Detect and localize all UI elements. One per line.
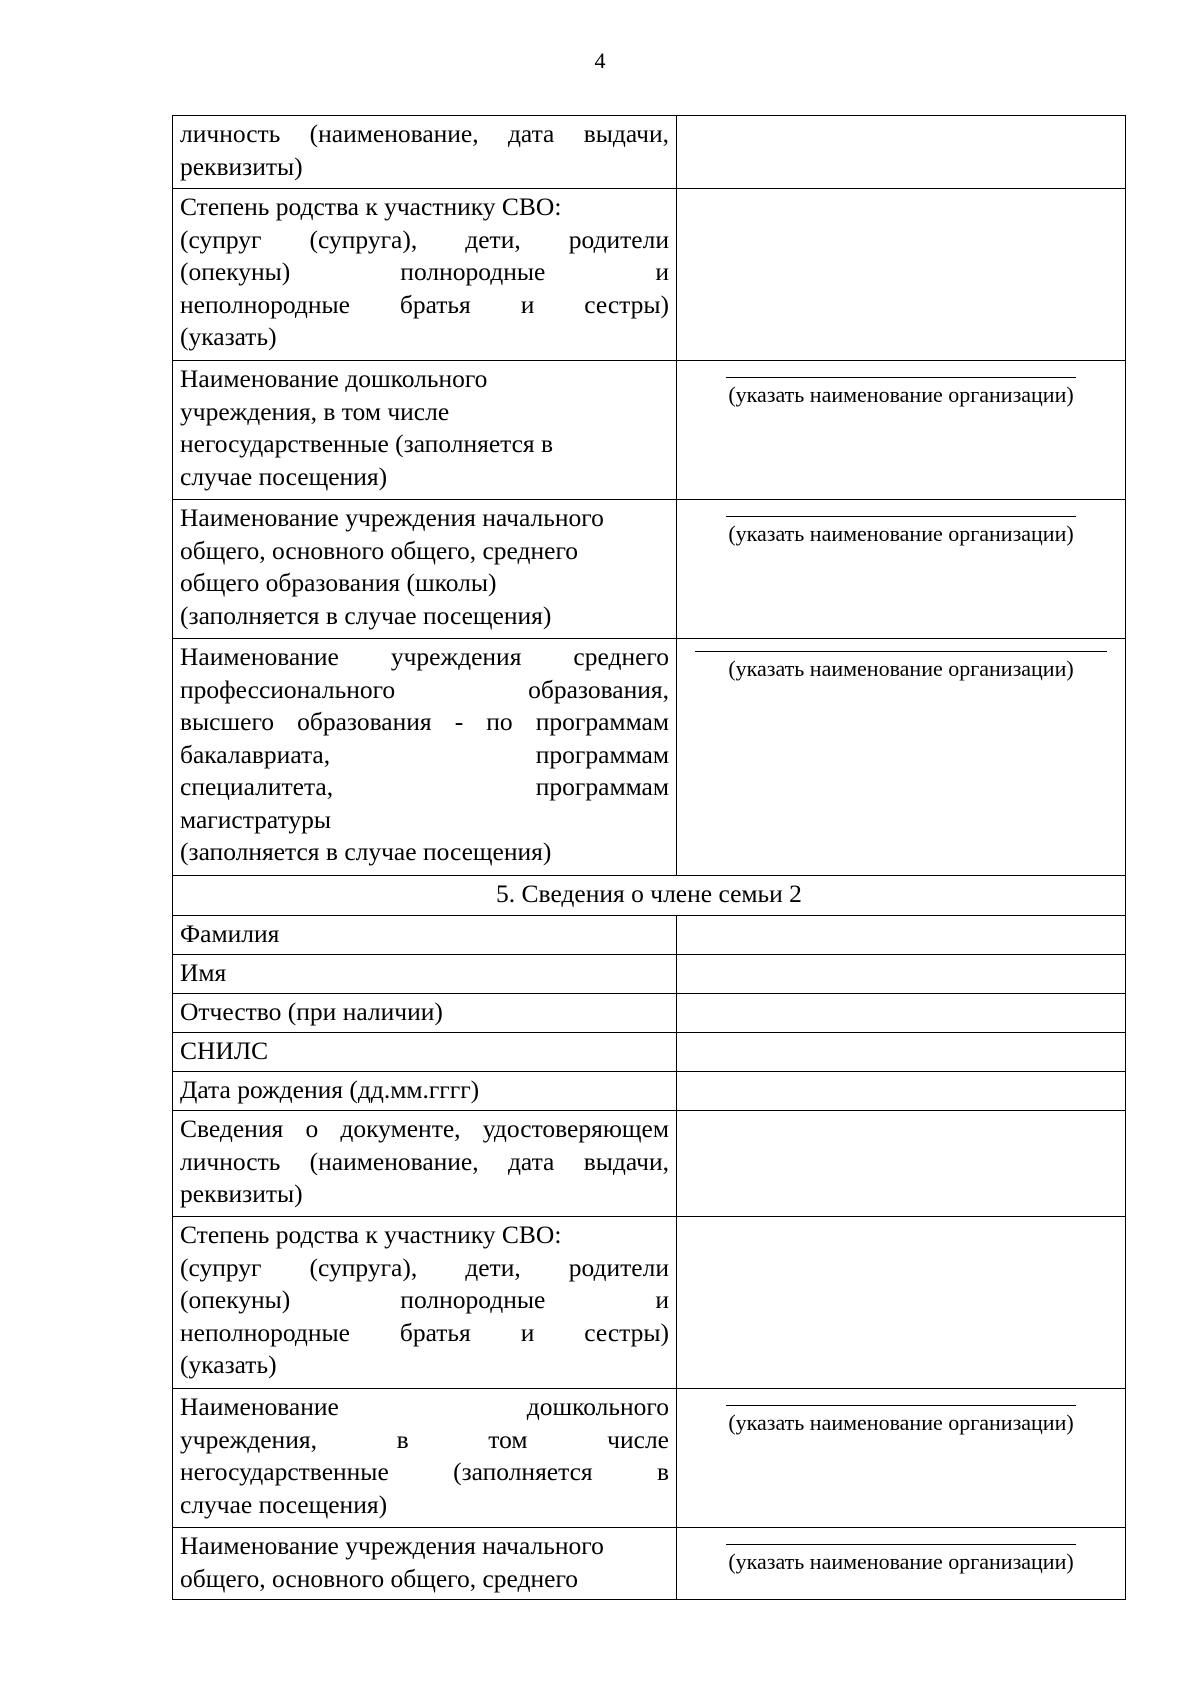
school-org-field[interactable] (677, 500, 1126, 639)
preschool-label (173, 361, 677, 500)
id-document-label (173, 1111, 677, 1217)
label-line: магистратуры (180, 804, 332, 834)
row-school (173, 500, 1126, 639)
label-line: неполнородные братья и сестры) (180, 1317, 669, 1347)
preschool-org-field[interactable] (677, 361, 1126, 500)
birth-date-label: Дата рождения (дд.мм.гггг) (173, 1072, 677, 1111)
row-id-document (173, 1111, 1126, 1217)
row-id-document-continued (173, 116, 1126, 189)
row-birth-date (173, 1072, 1126, 1111)
label-line: случае посещения) (180, 1489, 388, 1519)
school-label (173, 500, 677, 639)
row-higher-education (173, 639, 1126, 876)
label-line: Сведения о документе, удостоверяющем (180, 1114, 669, 1143)
id-document-label (173, 116, 677, 189)
label-line: неполнородные братья и сестры) (180, 289, 669, 319)
row-patronymic (173, 994, 1126, 1033)
patronymic-label: Отчество (при наличии) (173, 994, 677, 1033)
kinship-value-cell[interactable] (677, 1217, 1126, 1389)
row-school (173, 1528, 1126, 1600)
label-line: (супруг (супруга), дети, родители (180, 224, 669, 254)
label-line: Наименование учреждения начального (180, 1531, 604, 1560)
label-line: личность (наименование, дата выдачи, (180, 1146, 669, 1176)
fill-in-line (726, 1544, 1076, 1545)
school-org-field[interactable] (677, 1528, 1126, 1600)
label-line: Наименование дошкольного (180, 364, 488, 393)
kinship-value-cell[interactable] (677, 189, 1126, 361)
fill-in-line (695, 651, 1107, 652)
preschool-label (173, 1389, 677, 1528)
label-line: негосударственные (заполняется в (180, 1457, 669, 1486)
org-hint: (указать наименование организации) (728, 382, 1074, 407)
label-line: профессионального образования, (180, 674, 669, 704)
section-5-title: 5. Сведения о члене семьи 2 (173, 876, 1126, 916)
label-line: Степень родства к участнику СВО: (180, 192, 562, 221)
label-line: общего образования (школы) (180, 568, 497, 597)
snils-label: СНИЛС (173, 1033, 677, 1072)
id-document-value-cell[interactable] (677, 1111, 1126, 1217)
kinship-label (173, 1217, 677, 1389)
name-label: Имя (173, 955, 677, 994)
fill-in-line (726, 1405, 1076, 1406)
label-line: бакалавриата, программам (180, 739, 669, 769)
label-line: учреждения, в том числе (180, 396, 450, 426)
id-document-value-cell[interactable] (677, 116, 1126, 189)
birth-date-value-cell[interactable] (677, 1072, 1126, 1111)
label-line: Наименование учреждения среднего (180, 642, 669, 671)
row-name (173, 955, 1126, 994)
label-line: реквизиты) (180, 151, 303, 181)
row-kinship (173, 1217, 1126, 1389)
label-line: общего, основного общего, среднего (180, 535, 579, 565)
row-preschool (173, 1389, 1126, 1528)
label-line: (супруг (супруга), дети, родители (180, 1252, 669, 1282)
kinship-label (173, 189, 677, 361)
label-line: (заполняется в случае посещения) (180, 837, 552, 866)
label-line: высшего образования - по программам (180, 707, 669, 736)
surname-label: Фамилия (173, 916, 677, 955)
label-line: (заполняется в случае посещения) (180, 600, 552, 630)
label-line: случае посещения) (180, 461, 388, 491)
row-surname (173, 916, 1126, 955)
label-line: Наименование учреждения начального (180, 503, 604, 532)
label-line: учреждения, в том числе (180, 1424, 669, 1454)
label-line: Степень родства к участнику СВО: (180, 1220, 562, 1249)
row-kinship (173, 189, 1126, 361)
org-hint: (указать наименование организации) (728, 656, 1074, 681)
org-hint: (указать наименование организации) (728, 1549, 1074, 1574)
surname-value-cell[interactable] (677, 916, 1126, 955)
label-line: реквизиты) (180, 1179, 303, 1208)
label-line: (указать) (180, 1350, 277, 1379)
snils-value-cell[interactable] (677, 1033, 1126, 1072)
org-hint: (указать наименование организации) (728, 1410, 1074, 1435)
label-line: личность (наименование, дата выдачи, (180, 119, 669, 148)
label-line: (опекуны) полнородные и (180, 257, 669, 286)
higher-education-label (173, 639, 677, 876)
row-snils (173, 1033, 1126, 1072)
row-preschool (173, 361, 1126, 500)
name-value-cell[interactable] (677, 955, 1126, 994)
label-line: общего, основного общего, среднего (180, 1563, 579, 1593)
fill-in-line (726, 377, 1076, 378)
section-5-header-row (173, 876, 1126, 916)
page-number: 4 (594, 48, 606, 73)
family-info-form-table (172, 115, 1126, 1600)
higher-education-org-field[interactable] (677, 639, 1126, 876)
label-line: Наименование дошкольного (180, 1392, 669, 1421)
label-line: негосударственные (заполняется в (180, 429, 554, 458)
patronymic-value-cell[interactable] (677, 994, 1126, 1033)
label-line: (опекуны) полнородные и (180, 1285, 669, 1314)
label-line: (указать) (180, 322, 277, 351)
school-label (173, 1528, 677, 1600)
fill-in-line (726, 516, 1076, 517)
label-line: специалитета, программам (180, 772, 669, 801)
preschool-org-field[interactable] (677, 1389, 1126, 1528)
org-hint: (указать наименование организации) (728, 521, 1074, 546)
